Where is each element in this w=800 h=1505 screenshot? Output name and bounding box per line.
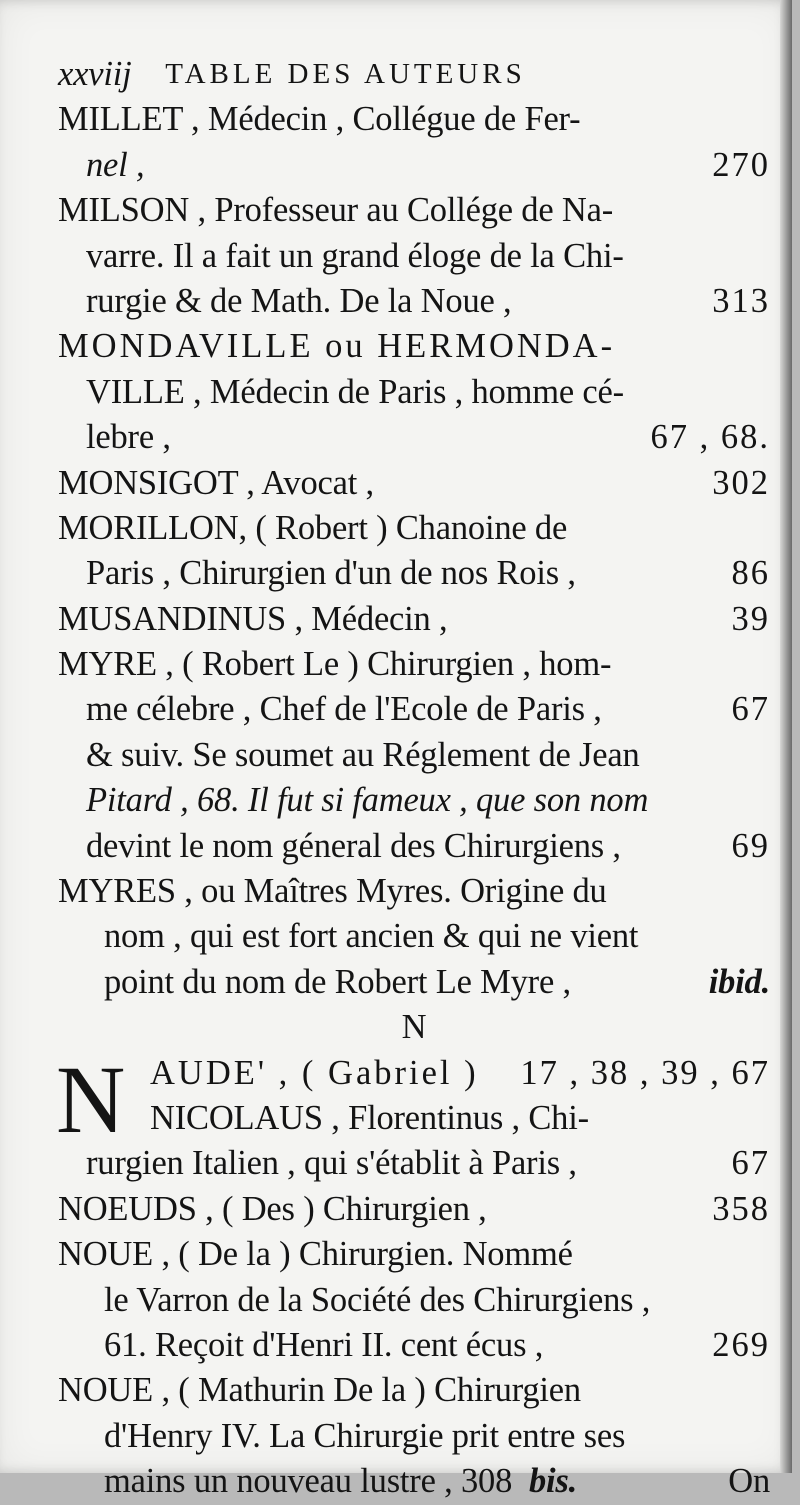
folio-number: xxviij [58, 55, 132, 93]
page-reference: ibid. [708, 962, 770, 1001]
index-entry-line: varre. Il a fait un grand éloge de la Chi- [86, 236, 624, 275]
index-entry-line: me célebre , Chef de l'Ecole de Paris , 67 [58, 687, 770, 732]
index-entry-line: le Varron de la Société des Chirurgiens , [104, 1280, 651, 1319]
catchword: On [728, 1462, 770, 1501]
index-entry-line: mains un nouveau lustre , 308 bis. On [58, 1459, 770, 1504]
page-reference: 67 [731, 1144, 770, 1183]
page-reference: 313 [712, 281, 770, 320]
index-entry-line: lebre , 67 , 68. [58, 415, 770, 460]
page-reference: 269 [712, 1325, 770, 1364]
index-entry-line: rurgie & de Math. De la Noue , 313 [58, 279, 770, 324]
page-reference: 302 [712, 463, 770, 502]
index-entry-line: devint le nom géneral des Chirurgiens , 69 [58, 824, 770, 869]
index-entry-line: point du nom de Robert Le Myre , ibid. [58, 960, 770, 1005]
index-entry-line: N AUDE' , ( Gabriel ) 17 , 38 , 39 , 67 [56, 1045, 770, 1153]
page-reference: 86 [731, 554, 770, 593]
index-text [58, 52, 770, 1505]
index-entry-line: NICOLAUS , Florentinus , Chi- [150, 1098, 589, 1137]
index-entry-line: & suiv. Se soumet au Réglement de Jean [86, 735, 640, 774]
index-entry-line: Pitard , 68. Il fut si fameux , que son nom [86, 781, 649, 820]
running-title: TABLE DES AUTEURS [165, 58, 526, 90]
page-reference: 69 [731, 826, 770, 865]
index-entry-line: MORILLON, ( Robert ) Chanoine de [58, 508, 568, 547]
index-entry-line: VILLE , Médecin de Paris , homme cé- [86, 372, 624, 411]
index-entry-line: MYRES , ou Maîtres Myres. Origine du [58, 872, 607, 911]
drop-cap: N [56, 1045, 126, 1153]
page-reference: 17 , 38 , 39 , 67 [520, 1053, 770, 1092]
index-entry-line: nel , 270 [58, 143, 770, 188]
index-entry-line: NOUE , ( Mathurin De la ) Chirurgien [58, 1371, 581, 1410]
index-entry-line: MYRE , ( Robert Le ) Chirurgien , hom- [58, 645, 612, 684]
index-entry-line: NOEUDS , ( Des ) Chirurgien , 358 [58, 1187, 770, 1232]
index-entry-line: MONDAVILLE ou HERMONDA- [58, 327, 616, 366]
index-entry-line: nom , qui est fort ancien & qui ne vient [104, 917, 639, 956]
index-entry-line: 61. Reçoit d'Henri II. cent écus , 269 [58, 1323, 770, 1368]
page-reference: 270 [712, 145, 770, 184]
index-entry-line: rurgien Italien , qui s'établit à Paris , 67 [58, 1141, 770, 1186]
page-reference: 67 , 68. [650, 418, 770, 457]
index-entry-line: d'Henry IV. La Chirurgie prit entre ses [104, 1416, 626, 1455]
page-reference: 39 [731, 599, 770, 638]
index-entry-line: MILSON , Professeur au Collége de Na- [58, 191, 614, 230]
index-entry-line: Paris , Chirurgien d'un de nos Rois , 86 [58, 551, 770, 596]
running-header [58, 52, 770, 97]
index-entry-line: MUSANDINUS , Médecin , 39 [58, 597, 770, 642]
page-reference: 358 [712, 1189, 770, 1228]
page-edge-shadow [780, 0, 792, 1473]
index-entry-line: MONSIGOT , Avocat , 302 [58, 461, 770, 506]
section-letter: N [401, 1008, 427, 1047]
index-entry-line: NOUE , ( De la ) Chirurgien. Nommé [58, 1235, 573, 1274]
page-reference: 67 [731, 690, 770, 729]
index-entry-line: MILLET , Médecin , Collégue de Fer- [58, 100, 581, 139]
